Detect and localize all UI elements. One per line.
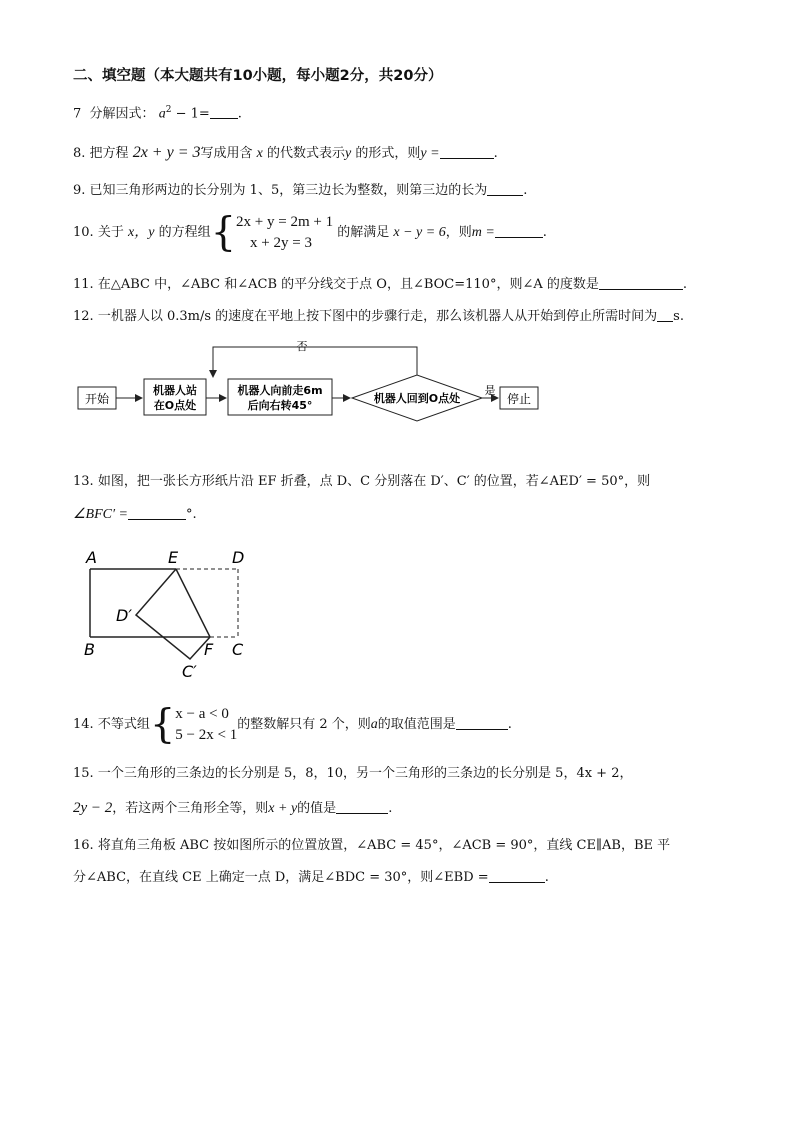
answer-blank-13[interactable] bbox=[128, 505, 186, 520]
inequality-system-14: x − a < 0 5 − 2x < 1 bbox=[175, 705, 238, 743]
question-14: 14. 不等式组{ x − a < 0 5 − 2x < 1 的整数解只有 2 个，则a的取值范围是 . bbox=[73, 701, 512, 748]
question-8: 8. 把方程 2x + y = 3写成用含 x 的代数式表示y 的形式，则y = . bbox=[73, 144, 498, 161]
question-7: 7 分解因式： $a^2 - 1=$ . bbox=[73, 105, 242, 122]
svg-text:C: C bbox=[232, 640, 244, 659]
equation-system-10: 2x + y = 2m + 1 x + 2y = 3 bbox=[236, 213, 334, 251]
svg-text:B: B bbox=[84, 640, 95, 659]
flow-no-label: 否 bbox=[296, 340, 308, 353]
answer-blank-10[interactable] bbox=[495, 223, 543, 238]
answer-blank-7[interactable] bbox=[210, 104, 238, 119]
question-16-line-2: 分∠ABC，在直线 CE 上确定一点 D，满足∠BDC = 30°，则∠EBD = . bbox=[73, 870, 549, 885]
svg-text:机器人站: 机器人站 bbox=[153, 384, 197, 397]
answer-blank-15[interactable] bbox=[336, 799, 388, 814]
flow-yes-label: 是 bbox=[484, 384, 496, 397]
folding-rectangle-figure bbox=[78, 545, 258, 680]
question-13-line-1: 13. 如图，把一张长方形纸片沿 EF 折叠，点 D、C 分别落在 D′、C′ 的位置，若∠AED′ = 50°，则 bbox=[73, 474, 651, 489]
svg-text:E: E bbox=[168, 548, 179, 567]
answer-blank-8[interactable] bbox=[440, 144, 494, 159]
question-16-line-1: 16. 将直角三角板 ABC 按如图所示的位置放置，∠ABC = 45°，∠ACB = 90°，直线 CE∥AB，BE 平 bbox=[73, 838, 671, 853]
answer-blank-16[interactable] bbox=[489, 868, 545, 883]
question-15-line-1: 15. 一个三角形的三条边的长分别是 5，8，10，另一个三角形的三条边的长分别是 5，4x + 2， bbox=[73, 766, 633, 781]
question-15-line-2: 2y − 2，若这两个三角形全等，则x + y的值是 . bbox=[73, 800, 393, 816]
svg-text:后向右转45°: 后向右转45° bbox=[247, 399, 313, 412]
svg-text:D: D bbox=[232, 548, 245, 567]
system-brace-10: { bbox=[210, 209, 237, 256]
svg-text:机器人向前走6m: 机器人向前走6m bbox=[237, 384, 323, 397]
svg-text:A: A bbox=[86, 548, 97, 567]
svg-text:机器人回到O点处: 机器人回到O点处 bbox=[373, 392, 461, 405]
question-10: 10. 关于 x，y 的方程组{ 2x + y = 2m + 1 x + 2y = 3 的解满足 x − y = 6，则m = . bbox=[73, 209, 547, 256]
answer-blank-9[interactable] bbox=[487, 181, 523, 196]
answer-blank-11[interactable] bbox=[599, 275, 683, 290]
flow-stop-label: 停止 bbox=[506, 392, 532, 406]
question-13-line-2: ∠BFC′ = °. bbox=[73, 507, 197, 522]
section-title: 二、填空题（本大题共有10小题，每小题2分，共20分） bbox=[73, 68, 443, 84]
system-brace-14: { bbox=[149, 701, 176, 748]
flow-start-label: 开始 bbox=[84, 392, 110, 406]
svg-text:在O点处: 在O点处 bbox=[153, 399, 197, 412]
answer-blank-12[interactable] bbox=[657, 307, 673, 322]
answer-blank-14[interactable] bbox=[456, 715, 508, 730]
svg-text:D′: D′ bbox=[116, 606, 132, 625]
svg-text:C′: C′ bbox=[182, 662, 197, 680]
question-12: 12. 一机器人以 0.3m/s 的速度在平地上按下图中的步骤行走，那么该机器人从开始到停止所需时间为 s. bbox=[73, 309, 684, 324]
question-11: 11. 在△ABC 中，∠ABC 和∠ACB 的平分线交于点 O，且∠BOC=110°，则∠A 的度数是 . bbox=[73, 277, 687, 292]
svg-text:F: F bbox=[204, 640, 214, 659]
robot-flowchart bbox=[70, 335, 550, 435]
question-9: 9. 已知三角形两边的长分别为 1、5，第三边长为整数，则第三边的长为 . bbox=[73, 183, 528, 198]
